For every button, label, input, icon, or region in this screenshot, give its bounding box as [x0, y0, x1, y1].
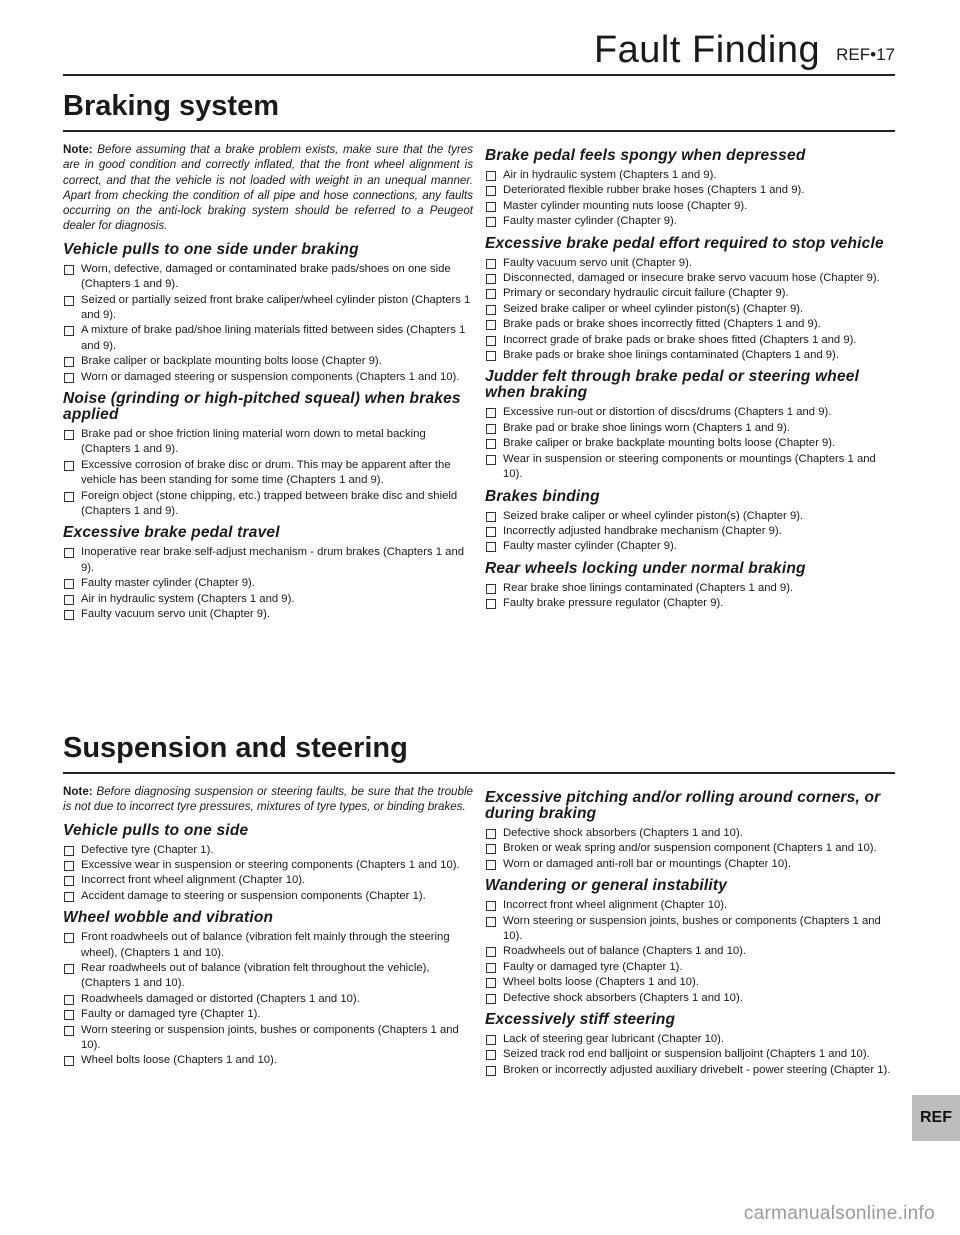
list-item: [63, 858, 473, 873]
fault-list: [63, 427, 473, 519]
item-text: Air in hydraulic system (Chapters 1 and 9).: [503, 169, 717, 181]
list-item: [485, 286, 895, 301]
checkbox-icon: [64, 995, 74, 1005]
fault-list: [485, 581, 895, 612]
item-text: Worn or damaged anti-roll bar or mountings (Chapter 10).: [503, 857, 791, 870]
page-number: REF•17: [836, 45, 895, 64]
item-text: Faulty master cylinder (Chapter 9).: [503, 215, 677, 228]
checkbox-icon: [486, 186, 496, 196]
suspension-left-column: [63, 784, 473, 1082]
checkbox-icon: [486, 305, 496, 315]
checkbox-icon: [64, 373, 74, 383]
item-text: Worn steering or suspension joints, bushes or components (Chapters 1 and 10).: [503, 914, 881, 943]
ref-tab: [912, 1095, 960, 1141]
list-item: [63, 930, 473, 961]
fault-list: [485, 826, 895, 872]
checkbox-icon: [486, 917, 496, 927]
list-item: [485, 857, 895, 872]
checkbox-icon: [486, 1066, 496, 1076]
list-item: [485, 405, 895, 420]
list-item: [485, 581, 895, 596]
fault-list: [63, 930, 473, 1069]
checkbox-icon: [64, 892, 74, 902]
list-item: [63, 843, 473, 858]
list-item: [63, 592, 473, 607]
checkbox-icon: [64, 548, 74, 558]
checkbox-icon: [64, 326, 74, 336]
list-item: [63, 545, 473, 576]
ref-tab-label: REF: [920, 1109, 952, 1126]
suspension-right-column: [485, 784, 895, 1082]
checkbox-icon: [486, 274, 496, 284]
note-text: Before diagnosing suspension or steering faults, be sure that the trouble is not due to incorrect tyre pressures, mixtures of tyre types, or binding brakes.: [63, 785, 473, 814]
checkbox-icon: [486, 259, 496, 269]
list-item: [63, 293, 473, 324]
item-text: Broken or weak spring and/or suspension component (Chapters 1 and 10).: [503, 842, 877, 855]
item-text: Brake pads or brake shoes incorrectly fitted (Chapters 1 and 9).: [503, 318, 821, 331]
item-text: A mixture of brake pad/shoe lining materials fitted between sides (Chapters 1 and 9).: [81, 324, 466, 352]
list-item: [485, 199, 895, 214]
item-text: Worn or damaged steering or suspension components (Chapters 1 and 10).: [81, 370, 460, 383]
item-text: Wheel bolts loose (Chapters 1 and 10).: [81, 1054, 277, 1067]
item-text: Rear roadwheels out of balance (vibration felt throughout the vehicle), (Chapters 1 and 10).: [81, 962, 430, 990]
list-item: [485, 1063, 895, 1078]
checkbox-icon: [486, 202, 496, 212]
checkbox-icon: [486, 512, 496, 522]
list-item: [485, 898, 895, 913]
checkbox-icon: [486, 1050, 496, 1060]
item-text: Seized brake caliper or wheel cylinder piston(s) (Chapter 9).: [503, 302, 804, 315]
checkbox-icon: [486, 351, 496, 361]
list-item: [63, 889, 473, 904]
checkbox-icon: [64, 265, 74, 275]
page-header: [63, 22, 895, 76]
list-item: [485, 539, 895, 554]
checkbox-icon: [486, 1035, 496, 1045]
checkbox-icon: [486, 408, 496, 418]
list-item: [485, 333, 895, 348]
checkbox-icon: [64, 876, 74, 886]
checkbox-icon: [64, 430, 74, 440]
list-item: [63, 1023, 473, 1054]
fault-heading: Excessively stiff steering: [485, 1011, 676, 1029]
item-text: Incorrectly adjusted handbrake mechanism (Chapter 9).: [503, 524, 782, 537]
list-item: [485, 991, 895, 1006]
checkbox-icon: [64, 492, 74, 502]
list-item: [63, 427, 473, 458]
list-item: [485, 436, 895, 451]
item-text: Faulty master cylinder (Chapter 9).: [503, 540, 677, 553]
fault-groups: [63, 242, 473, 623]
checkbox-icon: [64, 610, 74, 620]
list-item: [485, 826, 895, 841]
list-item: [485, 183, 895, 198]
list-item: [63, 607, 473, 622]
fault-list: [485, 898, 895, 1006]
list-item: [485, 421, 895, 436]
fault-heading: Noise (grinding or high-pitched squeal) when brakes applied: [63, 390, 461, 424]
item-text: Incorrect grade of brake pads or brake shoes fitted (Chapters 1 and 9).: [503, 333, 857, 346]
checkbox-icon: [486, 994, 496, 1004]
item-text: Excessive wear in suspension or steering components (Chapters 1 and 10).: [81, 859, 460, 871]
checkbox-icon: [486, 289, 496, 299]
checkbox-icon: [486, 455, 496, 465]
list-item: [485, 509, 895, 524]
item-text: Inoperative rear brake self-adjust mechanism - drum brakes (Chapters 1 and 9).: [81, 546, 465, 574]
list-item: [63, 323, 473, 354]
item-text: Accident damage to steering or suspension components (Chapter 1).: [81, 889, 426, 902]
list-item: [485, 168, 895, 183]
item-text: Brake pad or shoe friction lining material worn down to metal backing (Chapters 1 and 9).: [81, 428, 426, 456]
suspension-section: [63, 730, 895, 1082]
braking-note: [63, 142, 473, 234]
item-text: Primary or secondary hydraulic circuit failure (Chapter 9).: [503, 287, 789, 300]
checkbox-icon: [486, 860, 496, 870]
item-text: Rear brake shoe linings contaminated (Chapters 1 and 9).: [503, 581, 794, 594]
fault-heading: Vehicle pulls to one side under braking: [63, 240, 359, 258]
list-item: [63, 992, 473, 1007]
item-text: Broken or incorrectly adjusted auxiliary drivebelt - power steering (Chapter 1).: [503, 1063, 891, 1076]
list-item: [485, 944, 895, 959]
list-item: [63, 458, 473, 489]
item-text: Seized track rod end balljoint or suspension balljoint (Chapters 1 and 10).: [503, 1048, 870, 1061]
fault-groups: [63, 823, 473, 1069]
braking-right-column: [485, 142, 895, 627]
fault-heading: Wandering or general instability: [485, 877, 728, 895]
fault-list: [485, 1032, 895, 1078]
checkbox-icon: [486, 439, 496, 449]
fault-list: [485, 405, 895, 482]
checkbox-icon: [64, 964, 74, 974]
list-item: [485, 596, 895, 611]
fault-groups: [485, 790, 895, 1078]
suspension-note: [63, 784, 473, 815]
page-title: Fault Finding: [593, 29, 821, 71]
fault-heading: Judder felt through brake pedal or steering wheel when braking: [485, 368, 860, 402]
note-text: Before assuming that a brake problem exists, make sure that the tyres are in good condition and correctly inflated, that the front wheel alignment is correct, and that the vehicle is not loaded with weight in an unequal manner. Apart from checking the condition of all pipe and hose connections, any faults occurring on the anti-lock braking system should be referred to a Peugeot dealer for diagnosis.: [63, 143, 473, 233]
checkbox-icon: [486, 527, 496, 537]
list-item: [485, 914, 895, 945]
list-item: [485, 1032, 895, 1047]
item-text: Worn steering or suspension joints, bushes or components (Chapters 1 and 10).: [81, 1023, 459, 1052]
item-text: Defective shock absorbers (Chapters 1 and 10).: [503, 991, 743, 1004]
fault-list: [485, 256, 895, 364]
checkbox-icon: [486, 947, 496, 957]
fault-heading: Vehicle pulls to one side: [63, 821, 249, 839]
watermark: carmanualsonline.info: [743, 1203, 935, 1224]
item-text: Brake pad or brake shoe linings worn (Chapters 1 and 9).: [503, 421, 790, 434]
list-item: [63, 961, 473, 992]
list-item: [485, 271, 895, 286]
list-item: [485, 348, 895, 363]
list-item: [63, 370, 473, 385]
braking-section: [63, 88, 895, 627]
fault-heading: Brakes binding: [485, 487, 600, 505]
list-item: [485, 214, 895, 229]
list-item: [63, 262, 473, 293]
checkbox-icon: [486, 171, 496, 181]
item-text: Seized brake caliper or wheel cylinder piston(s) (Chapter 9).: [503, 509, 804, 522]
item-text: Foreign object (stone chipping, etc.) trapped between brake disc and shield (Chapters 1 and 9).: [81, 489, 458, 518]
list-item: [485, 960, 895, 975]
item-text: Brake caliper or backplate mounting bolts loose (Chapter 9).: [81, 355, 382, 368]
checkbox-icon: [486, 584, 496, 594]
fault-list: [485, 509, 895, 555]
checkbox-icon: [64, 579, 74, 589]
item-text: Disconnected, damaged or insecure brake servo vacuum hose (Chapter 9).: [503, 272, 880, 285]
checkbox-icon: [64, 296, 74, 306]
fault-heading: Excessive brake pedal travel: [63, 524, 280, 542]
list-item: [63, 489, 473, 520]
fault-heading: Rear wheels locking under normal braking: [485, 559, 806, 577]
checkbox-icon: [486, 424, 496, 434]
list-item: [63, 1053, 473, 1068]
list-item: [485, 317, 895, 332]
item-text: Defective shock absorbers (Chapters 1 and 10).: [503, 827, 743, 839]
item-text: Incorrect front wheel alignment (Chapter 10).: [81, 874, 306, 887]
checkbox-icon: [64, 1026, 74, 1036]
list-item: [63, 1007, 473, 1022]
list-item: [485, 975, 895, 990]
checkbox-icon: [486, 901, 496, 911]
list-item: [485, 302, 895, 317]
item-text: Deteriorated flexible rubber brake hoses (Chapters 1 and 9).: [503, 184, 805, 197]
section-title-suspension: Suspension and steering: [63, 730, 895, 774]
checkbox-icon: [486, 963, 496, 973]
checkbox-icon: [64, 357, 74, 367]
item-text: Roadwheels damaged or distorted (Chapters 1 and 10).: [81, 992, 360, 1005]
list-item: [63, 354, 473, 369]
item-text: Excessive run-out or distortion of discs/drums (Chapters 1 and 9).: [503, 406, 832, 419]
checkbox-icon: [64, 861, 74, 871]
braking-left-column: [63, 142, 473, 627]
fault-heading: Excessive brake pedal effort required to stop vehicle: [485, 234, 884, 252]
fault-list: [485, 168, 895, 230]
list-item: [63, 576, 473, 591]
checkbox-icon: [64, 846, 74, 856]
item-text: Worn, defective, damaged or contaminated brake pads/shoes on one side (Chapters 1 and 9).: [81, 262, 451, 291]
fault-heading: Brake pedal feels spongy when depressed: [485, 147, 806, 164]
fault-list: [63, 843, 473, 905]
item-text: Excessive corrosion of brake disc or drum. This may be apparent after the vehicle has been standing for some time (Chapters 1 and 9).: [81, 458, 451, 487]
fault-heading: Excessive pitching and/or rolling around corners, or during braking: [485, 789, 881, 822]
checkbox-icon: [64, 1010, 74, 1020]
checkbox-icon: [486, 542, 496, 552]
item-text: Wear in suspension or steering components or mountings (Chapters 1 and 10).: [503, 452, 876, 481]
item-text: Master cylinder mounting nuts loose (Chapter 9).: [503, 199, 748, 212]
list-item: [485, 1047, 895, 1062]
note-label: Note:: [63, 785, 93, 798]
item-text: Air in hydraulic system (Chapters 1 and 9).: [81, 592, 295, 605]
checkbox-icon: [64, 1056, 74, 1066]
item-text: Defective tyre (Chapter 1).: [81, 843, 214, 856]
item-text: Faulty vacuum servo unit (Chapter 9).: [503, 256, 692, 269]
checkbox-icon: [486, 336, 496, 346]
checkbox-icon: [486, 978, 496, 988]
item-text: Incorrect front wheel alignment (Chapter 10).: [503, 899, 728, 912]
checkbox-icon: [486, 844, 496, 854]
item-text: Faulty master cylinder (Chapter 9).: [81, 577, 255, 590]
list-item: [485, 524, 895, 539]
checkbox-icon: [486, 217, 496, 227]
item-text: Wheel bolts loose (Chapters 1 and 10).: [503, 976, 699, 989]
checkbox-icon: [64, 933, 74, 943]
item-text: Seized or partially seized front brake caliper/wheel cylinder piston (Chapters 1 and 9).: [81, 293, 471, 321]
fault-list: [63, 545, 473, 622]
item-text: Faulty or damaged tyre (Chapter 1).: [81, 1008, 261, 1021]
item-text: Faulty vacuum servo unit (Chapter 9).: [81, 608, 270, 621]
item-text: Roadwheels out of balance (Chapters 1 and 10).: [503, 945, 747, 958]
item-text: Brake caliper or brake backplate mounting bolts loose (Chapter 9).: [503, 437, 836, 450]
item-text: Faulty brake pressure regulator (Chapter 9).: [503, 597, 724, 610]
checkbox-icon: [64, 461, 74, 471]
list-item: [485, 256, 895, 271]
list-item: [485, 452, 895, 483]
item-text: Brake pads or brake shoe linings contaminated (Chapters 1 and 9).: [503, 349, 839, 362]
fault-list: [63, 262, 473, 385]
note-label: Note:: [63, 143, 93, 156]
checkbox-icon: [486, 829, 496, 839]
fault-groups: [485, 148, 895, 612]
list-item: [485, 841, 895, 856]
checkbox-icon: [64, 595, 74, 605]
list-item: [63, 873, 473, 888]
fault-heading: Wheel wobble and vibration: [63, 909, 274, 927]
item-text: Faulty or damaged tyre (Chapter 1).: [503, 960, 683, 973]
item-text: Lack of steering gear lubricant (Chapter 10).: [503, 1033, 725, 1046]
section-title-braking: Braking system: [63, 88, 895, 132]
checkbox-icon: [486, 599, 496, 609]
checkbox-icon: [486, 320, 496, 330]
item-text: Front roadwheels out of balance (vibration felt mainly through the steering wheel), (Chapters 1 and 10).: [81, 931, 450, 959]
